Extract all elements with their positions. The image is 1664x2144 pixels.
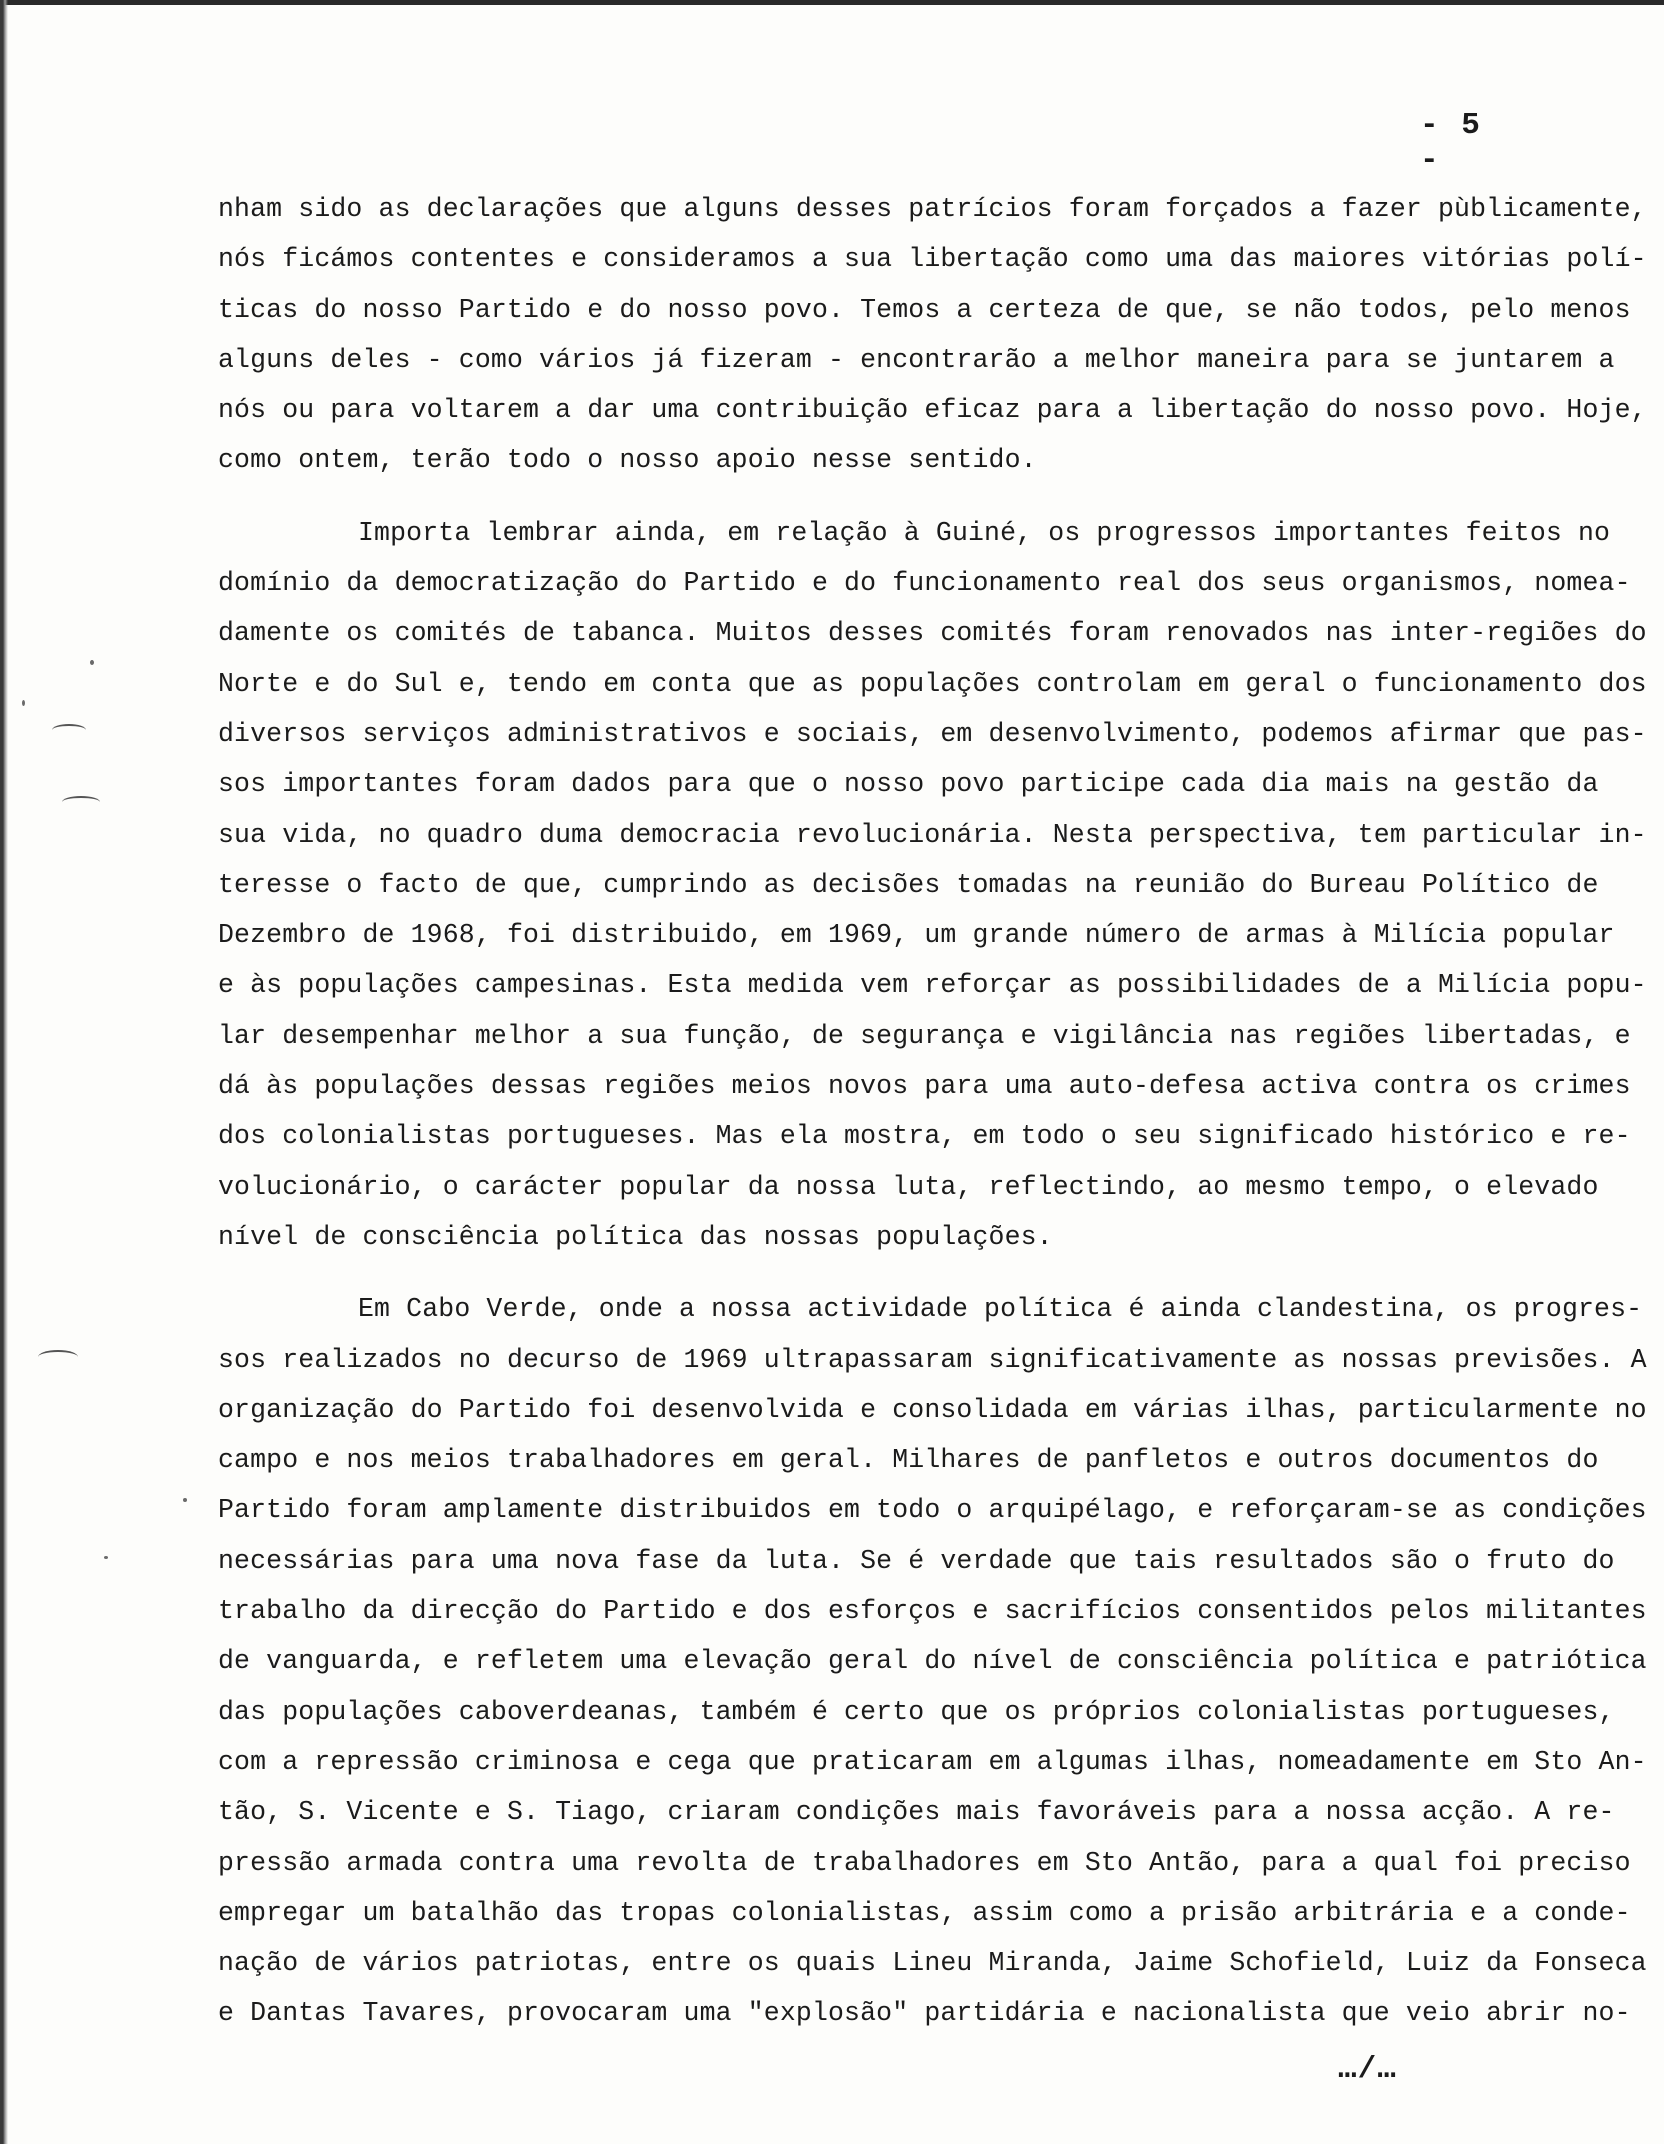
paragraph-3 <box>218 1284 1647 2038</box>
text-line: nação de vários patriotas, entre os quais Lineu Miranda, Jaime Schofield, Luiz da Fonseca <box>218 1948 1647 1979</box>
text-line: alguns deles - como vários já fizeram - encontrarão a melhor maneira para se juntarem a <box>218 344 1615 375</box>
text-line: sos realizados no decurso de 1969 ultrapassaram significativamente as nossas previsões. A <box>218 1344 1647 1375</box>
text-line: nível de consciência política das nossas populações. <box>218 1221 1053 1252</box>
text-line: ticas do nosso Partido e do nosso povo. Temos a certeza de que, se não todos, pelo menos <box>218 294 1631 325</box>
text-line: Dezembro de 1968, foi distribuido, em 1969, um grande número de armas à Milícia popular <box>218 920 1615 951</box>
text-line: das populações caboverdeanas, também é certo que os próprios colonialistas portugueses, <box>218 1696 1615 1727</box>
text-line: Em Cabo Verde, onde a nossa actividade política é ainda clandestina, os progres- <box>358 1294 1643 1325</box>
scan-speck <box>183 1498 187 1502</box>
scan-scratch <box>38 1350 78 1364</box>
paragraph-1 <box>218 184 1647 486</box>
text-line: pressão armada contra uma revolta de trabalhadores em Sto Antão, para a qual foi preciso <box>218 1847 1631 1878</box>
text-line: dá às populações dessas regiões meios novos para uma auto-defesa activa contra os crimes <box>218 1071 1631 1102</box>
text-line: volucionário, o carácter popular da nossa luta, reflectindo, ao mesmo tempo, o elevado <box>218 1171 1599 1202</box>
text-line: e às populações campesinas. Esta medida vem reforçar as possibilidades de a Milícia popu- <box>218 970 1647 1001</box>
scan-speck <box>90 660 94 665</box>
text-line: nós ficámos contentes e consideramos a sua libertação como uma das maiores vitórias polí- <box>218 244 1647 275</box>
page-number: - 5 - <box>1420 108 1482 178</box>
scan-border-top <box>0 0 1664 5</box>
text-line: e Dantas Tavares, provocaram uma "explosão" partidária e nacionalista que veio abrir no- <box>218 1998 1631 2029</box>
text-line: sos importantes foram dados para que o nosso povo participe cada dia mais na gestão da <box>218 769 1599 800</box>
scan-speck <box>104 1556 108 1559</box>
text-line: com a repressão criminosa e cega que praticaram em algumas ilhas, nomeadamente em Sto An- <box>218 1746 1647 1777</box>
text-line: tão, S. Vicente e S. Tiago, criaram condições mais favoráveis para a nossa acção. A re- <box>218 1797 1615 1828</box>
text-line: teresse o facto de que, cumprindo as decisões tomadas na reunião do Bureau Político de <box>218 869 1599 900</box>
scan-scratch <box>62 796 100 808</box>
text-line: Partido foram amplamente distribuidos em todo o arquipélago, e reforçaram-se as condições <box>218 1495 1647 1526</box>
text-line: nham sido as declarações que alguns desses patrícios foram forçados a fazer pùblicamente, <box>218 194 1647 224</box>
text-line: nós ou para voltarem a dar uma contribuição eficaz para a libertação do nosso povo. Hoje, <box>218 395 1647 426</box>
text-line: dos colonialistas portugueses. Mas ela mostra, em todo o seu significado histórico e re- <box>218 1121 1631 1152</box>
text-line: campo e nos meios trabalhadores em geral. Milhares de panfletos e outros documentos do <box>218 1445 1599 1476</box>
continuation-marker: …/… <box>1338 2052 1397 2087</box>
body-text <box>218 184 1647 2061</box>
text-line: sua vida, no quadro duma democracia revolucionária. Nesta perspectiva, tem particular in- <box>218 819 1647 850</box>
text-line: lar desempenhar melhor a sua função, de segurança e vigilância nas regiões libertadas, e <box>218 1020 1631 1051</box>
scan-border-left <box>0 0 8 2144</box>
text-line: empregar um batalhão das tropas colonialistas, assim como a prisão arbitrária e a conde- <box>218 1897 1631 1928</box>
text-line: trabalho da direcção do Partido e dos esforços e sacrifícios consentidos pelos militantes <box>218 1596 1647 1627</box>
text-line: diversos serviços administrativos e sociais, em desenvolvimento, podemos afirmar que pas- <box>218 718 1647 749</box>
text-line: de vanguarda, e refletem uma elevação geral do nível de consciência política e patriótica <box>218 1646 1647 1677</box>
text-line: como ontem, terão todo o nosso apoio nesse sentido. <box>218 445 1037 476</box>
paragraph-2 <box>218 508 1647 1262</box>
text-line: domínio da democratização do Partido e do funcionamento real dos seus organismos, nomea- <box>218 568 1631 599</box>
scan-scratch <box>52 724 86 736</box>
text-line: Norte e do Sul e, tendo em conta que as populações controlam em geral o funcionamento dos <box>218 668 1647 699</box>
text-line: organização do Partido foi desenvolvida e consolidada em várias ilhas, particularmente no <box>218 1394 1647 1425</box>
scan-speck <box>22 700 25 706</box>
text-line: necessárias para uma nova fase da luta. Se é verdade que tais resultados são o fruto do <box>218 1545 1615 1576</box>
text-line: damente os comités de tabanca. Muitos desses comités foram renovados nas inter-regiões do <box>218 618 1647 649</box>
text-line: Importa lembrar ainda, em relação à Guiné, os progressos importantes feitos no <box>358 517 1611 548</box>
